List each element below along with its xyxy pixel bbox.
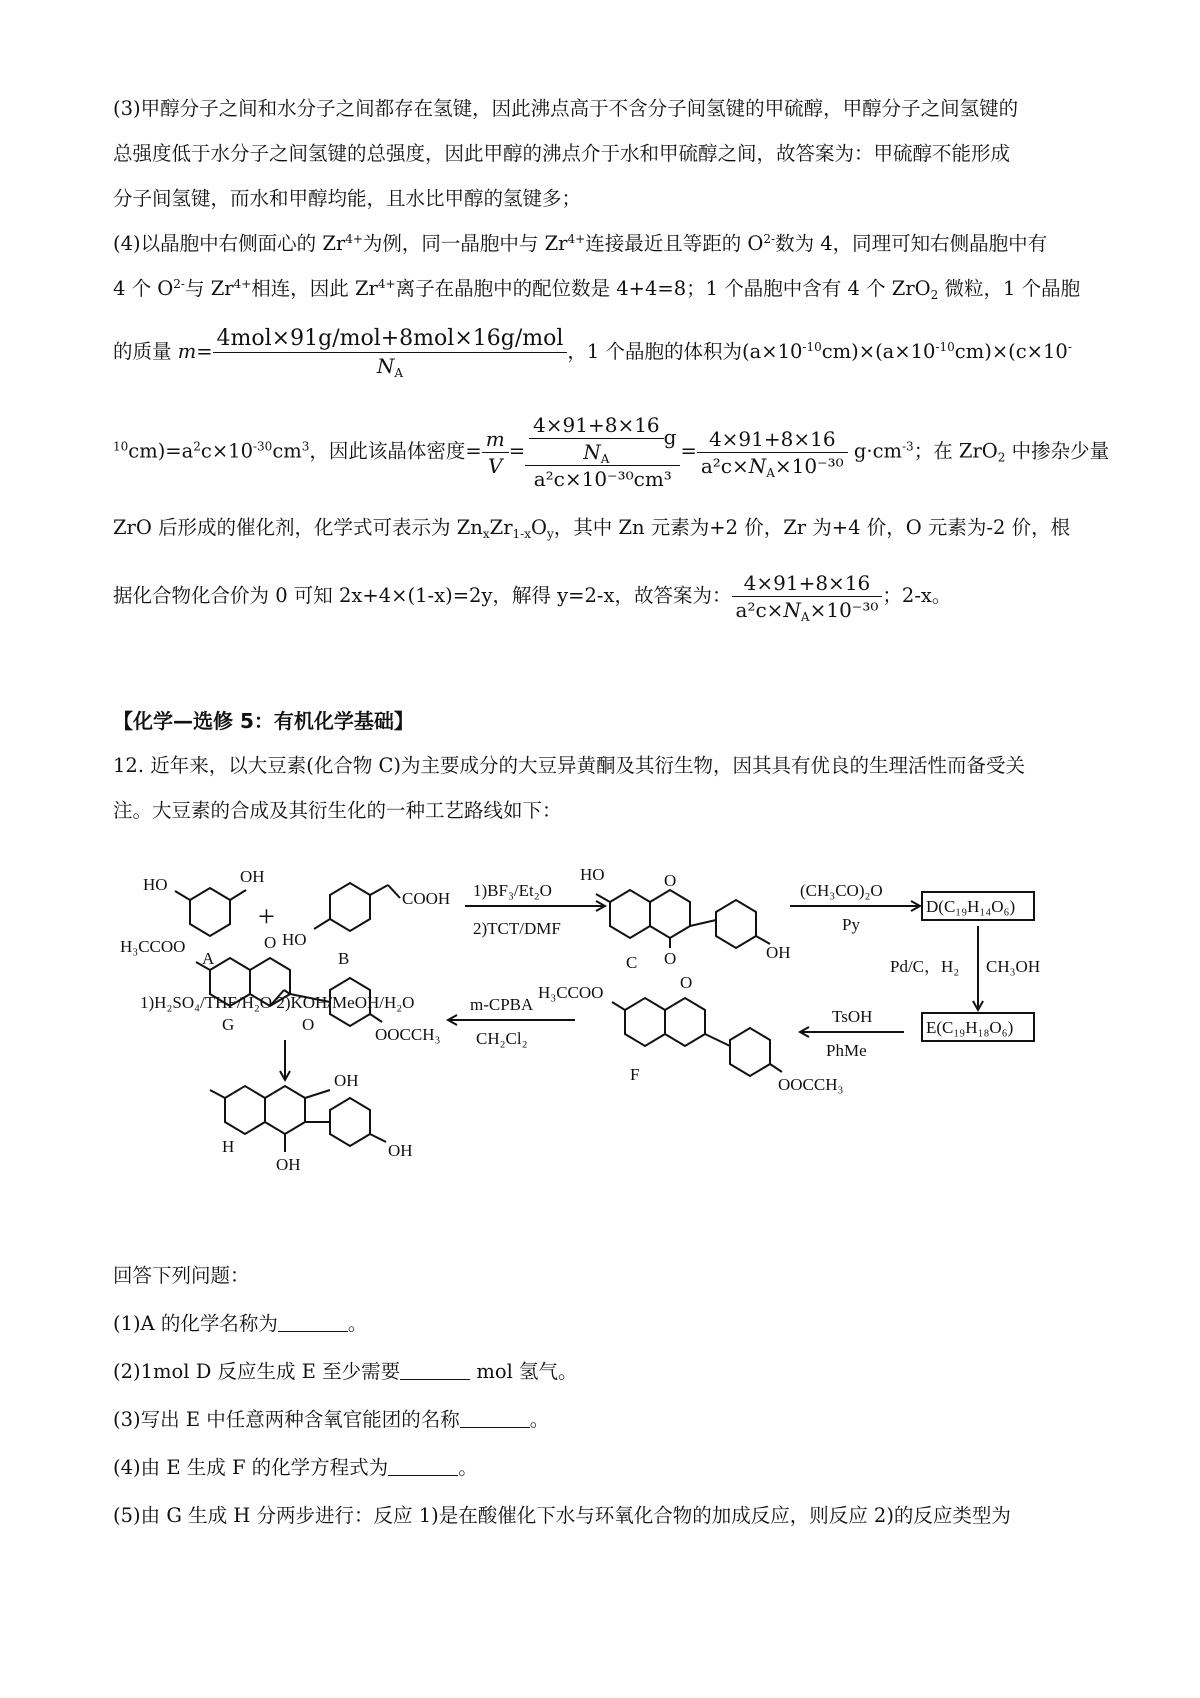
- c-carbonyl-o: O: [664, 949, 677, 968]
- label-H: H: [222, 1137, 235, 1156]
- f-acetoxy-label: H₃CCOO: [538, 983, 604, 1002]
- p3-line-2: 总强度低于水分子之间氢键的总强度，因此甲醇的沸点介于水和甲硫醇之间，故答案为：甲硫醇不能形成: [113, 142, 1011, 165]
- section-heading: 【化学—选修 5：有机化学基础】: [113, 709, 414, 733]
- c-oh-label: OH: [766, 943, 791, 962]
- question-1: (1)A 的化学名称为 。: [113, 1312, 368, 1335]
- g-o-label: O: [264, 933, 277, 952]
- g-acetoxy-label: H₃CCOO: [120, 937, 186, 956]
- label-G: G: [222, 1015, 235, 1034]
- h-oh-label-1: OH: [334, 1071, 359, 1090]
- answer-blank: [460, 1409, 530, 1428]
- reagent-4a: TsOH: [832, 1007, 873, 1026]
- question-2: (2)1mol D 反应生成 E 至少需要 mol 氢气。: [113, 1360, 578, 1383]
- g-ooccH3-label: OOCCH₃: [375, 1025, 441, 1044]
- p4-line-1: (4)以晶胞中右侧面心的 $Zr^{4+}$为例，同一晶胞中与 $Zr^{4+}$连接最近且等距的 $O^{2-}$数为 4，同理可知右侧晶胞中有: [113, 232, 1048, 255]
- h-oh-label-3: OH: [276, 1155, 301, 1174]
- synthesis-scheme: [0, 840, 1200, 1240]
- plus-sign: +: [258, 900, 275, 933]
- b-ho-label: HO: [282, 930, 307, 949]
- reagent-3a: Pd/C，H₂: [890, 957, 960, 976]
- question-3: (3)写出 E 中任意两种含氧官能团的名称 。: [113, 1408, 550, 1431]
- reagent-1b: 2)TCT/DMF: [473, 919, 561, 938]
- reagent-6: 1)H₂SO₄/THF/H₂O 2)KOH/MeOH/H₂O: [140, 993, 415, 1012]
- a-ho-label: HO: [143, 875, 168, 894]
- reagent-2a: (CH₃CO)₂O: [800, 881, 883, 900]
- f-o-label: O: [680, 973, 693, 992]
- q12-line-2: 注。大豆素的合成及其衍生化的一种工艺路线如下：: [113, 799, 562, 822]
- question-4: (4)由 E 生成 F 的化学方程式为 。: [113, 1456, 478, 1479]
- density-fraction: $\frac{4\times 91+8\times 16}{a^2c\times N_A\times 10^{-30}}$: [697, 426, 848, 479]
- p4-line-6: 据化合物化合价为 0 可知 2x+4×(1-x)=2y，解得 y=2-x，故答案为： $\frac{4\times 91+8\times 16}{a^2c\times N_A\times 10^{-30}}$ ；2-x。: [113, 571, 952, 624]
- answer-blank: [278, 1313, 348, 1332]
- answer-blank: [400, 1361, 470, 1380]
- label-C: C: [626, 953, 638, 972]
- p4-line-4: $^{10}cm)=a^2c\times 10^{-30}cm^3$，因此该晶体密度= $\frac{m}{V}$ = $\frac{4\times 91+8\times 16}{N_A}$ g a²c×10⁻³⁰cm³ = $\frac{4\times 91+8\times 16}{a^2c\times N_A\times 10^{-30}}$ $g\cdot cm^{-3}$；在 ZrO$_2$ 中掺杂少量: [113, 413, 1110, 491]
- label-E: E(C₁₉H₁₈O₆): [926, 1018, 1014, 1037]
- density-compound-fraction: $\frac{4\times 91+8\times 16}{N_A}$ g a²c×10⁻³⁰cm³: [525, 412, 680, 492]
- question-5: (5)由 G 生成 H 分两步进行：反应 1)是在酸催化下水与环氧化合物的加成反应，则反应 2)的反应类型为: [113, 1504, 1011, 1527]
- q12-line-1: 12. 近年来，以大豆素(化合物 C)为主要成分的大豆异黄酮及其衍生物，因其具有优良的生理活性而备受关: [113, 754, 1026, 777]
- questions-intro: 回答下列问题：: [113, 1264, 250, 1287]
- p4-line-3: 的质量 m= $\frac{\text{4mol×91g/mol+8mol×16g/mol}}{N_A}$ ，1 个晶胞的体积为$(a\times 10^{-10}cm)\times(a\times 10^{-10}cm)\times(c\times 10^-$: [113, 326, 1072, 380]
- reagent-2b: Py: [842, 915, 860, 934]
- mass-fraction: $\frac{\text{4mol×91g/mol+8mol×16g/mol}}{N_A}$: [213, 326, 568, 379]
- answer-fraction: $\frac{4\times 91+8\times 16}{a^2c\times N_A\times 10^{-30}}$: [732, 570, 883, 623]
- reagent-5a: m-CPBA: [470, 995, 534, 1014]
- label-F: F: [630, 1065, 640, 1084]
- reagent-3b: CH₃OH: [986, 957, 1041, 976]
- m-over-v-fraction: $\frac{m}{V}$: [482, 426, 509, 479]
- c-ho-label: HO: [580, 865, 605, 884]
- p4-line-2: 4 个 $O^{2-}$与 $Zr^{4+}$相连，因此 $Zr^{4+}$离子在晶胞中的配位数是 4+4=8；1 个晶胞中含有 4 个 ZrO$_2$ 微粒，1 个晶胞: [113, 277, 1081, 302]
- h-oh-label-2: OH: [388, 1141, 413, 1160]
- label-A: A: [202, 949, 215, 968]
- a-oh-label: OH: [240, 867, 265, 886]
- f-ooccH3-label: OOCCH₃: [778, 1075, 844, 1094]
- g-epoxide-o: O: [302, 1015, 315, 1034]
- label-B: B: [338, 949, 350, 968]
- answer-blank: [388, 1457, 458, 1476]
- p3-line-1: (3)甲醇分子之间和水分子之间都存在氢键，因此沸点高于不含分子间氢键的甲硫醇，甲醇分子之间氢键的: [113, 97, 1019, 120]
- p4-line-5: ZrO 后形成的催化剂，化学式可表示为 $Zn_xZr_{1-x}O_y$，其中 Zn 元素为+2 价，Zr 为+4 价，O 元素为-2 价，根: [113, 516, 1071, 541]
- p3-line-3: 分子间氢键，而水和甲醇均能，且水比甲醇的氢键多；: [113, 187, 582, 210]
- reagent-4b: PhMe: [826, 1041, 867, 1060]
- reagent-5b: CH₂Cl₂: [476, 1029, 528, 1048]
- b-cooh-label: COOH: [402, 889, 451, 908]
- c-o-label: O: [664, 871, 677, 890]
- reagent-1a: 1)BF₃/Et₂O: [473, 881, 552, 900]
- label-D: D(C₁₉H₁₄O₆): [926, 897, 1016, 916]
